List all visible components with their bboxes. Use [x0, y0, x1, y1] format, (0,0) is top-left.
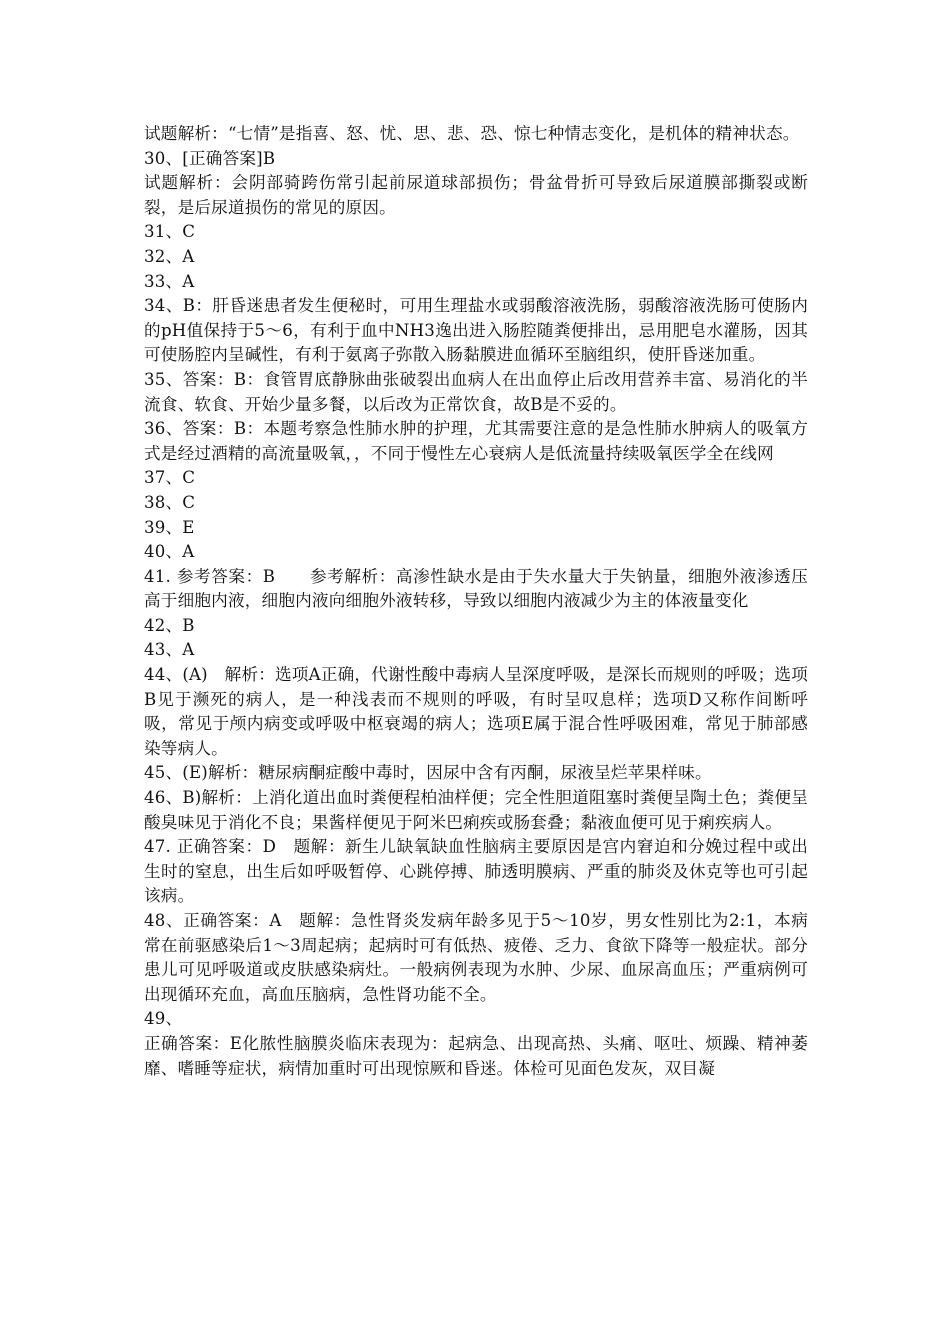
paragraph: 39、E [144, 517, 195, 537]
paragraph: 34、B：肝昏迷患者发生便秘时，可用生理盐水或弱酸溶液洗肠，弱酸溶液洗肠可使肠内的pH值保持于5～6，有利于血中NH3逸出进入肠腔随粪便排出，忌用肥皂水灌肠，因其可使肠腔内呈碱性，有利于氨离子弥散入肠黏膜进血循环至脑组织，使肝昏迷加重。 [144, 296, 808, 365]
paragraph: 44、(A) 解析：选项A正确，代谢性酸中毒病人呈深度呼吸，是深长而规则的呼吸；选项B见于濒死的病人，是一种浅表而不规则的呼吸，有时呈叹息样；选项D又称作间断呼吸，常见于颅内病变或呼吸中枢衰竭的病人；选项E属于混合性呼吸困难，常见于肺部感染等病人。 [144, 665, 808, 758]
paragraph: 36、答案：B：本题考察急性肺水肿的护理，尤其需要注意的是急性肺水肿病人的吸氧方式是经过酒精的高流量吸氧，，不同于慢性左心衰病人是低流量持续吸氧医学全在线网 [144, 419, 808, 463]
paragraph: 45、(E)解析：糖尿病酮症酸中毒时，因尿中含有丙酮，尿液呈烂苹果样味。 [144, 763, 712, 783]
paragraph: 32、A [144, 246, 195, 266]
paragraph: 正确答案：E化脓性脑膜炎临床表现为：起病急、出现高热、头痛、呕吐、烦躁、精神萎靡、嗜睡等症状，病情加重时可出现惊厥和昏迷。体检可见面色发灰，双目凝 [144, 1033, 808, 1078]
paragraph: 46、B)解析：上消化道出血时粪便程柏油样便；完全性胆道阻塞时粪便呈陶土色；粪便呈酸臭味见于消化不良；果酱样便见于阿米巴痢疾或肠套叠；黏液血便可见于痢疾病人。 [144, 788, 808, 832]
paragraph: 41. 参考答案：B 参考解析：高渗性缺水是由于失水量大于失钠量，细胞外液渗透压高于细胞内液，细胞内液向细胞外液转移，导致以细胞内液减少为主的体液量变化 [144, 566, 808, 611]
paragraph: 38、C [144, 492, 196, 512]
paragraph: 42、B [144, 615, 195, 635]
paragraph: 33、A [144, 271, 195, 291]
paragraph: 35、答案：B：食管胃底静脉曲张破裂出血病人在出血停止后改用营养丰富、易消化的半流食、软食、开始少量多餐，以后改为正常饮食，故B是不妥的。 [144, 369, 808, 414]
paragraph: 30、[正确答案]B [144, 148, 276, 168]
paragraph: 31、C [144, 222, 196, 242]
paragraph: 48、正确答案：A 题解：急性肾炎发病年龄多见于5～10岁，男女性别比为2:1，本病常在前驱感染后1～3周起病；起病时可有低热、疲倦、乏力、食欲下降等一般症状。部分患儿可见呼吸道或皮肤感染病灶。一般病例表现为水肿、少尿、血尿高血压；严重病例可出现循环充血，高血压脑病，急性肾功能不全。 [144, 911, 808, 1004]
paragraph: 40、A [144, 542, 195, 562]
paragraph: 试题解析：“七情”是指喜、怒、忧、思、悲、恐、惊七种情志变化，是机体的精神状态。 [144, 124, 800, 143]
paragraph: 49、 [144, 1009, 183, 1029]
paragraph: 43、A [144, 640, 195, 660]
paragraph: 37、C [144, 468, 196, 488]
paragraph: 试题解析：会阴部骑跨伤常引起前尿道球部损伤；骨盆骨折可导致后尿道膜部撕裂或断裂，是后尿道损伤的常见的原因。 [144, 173, 808, 217]
paragraph: 47. 正确答案：D 题解：新生儿缺氧缺血性脑病主要原因是宫内窘迫和分娩过程中或出生时的窒息，出生后如呼吸暂停、心跳停搏、肺透明膜病、严重的肺炎及休克等也可引起该病。 [144, 837, 808, 906]
document-page [144, 122, 808, 1081]
